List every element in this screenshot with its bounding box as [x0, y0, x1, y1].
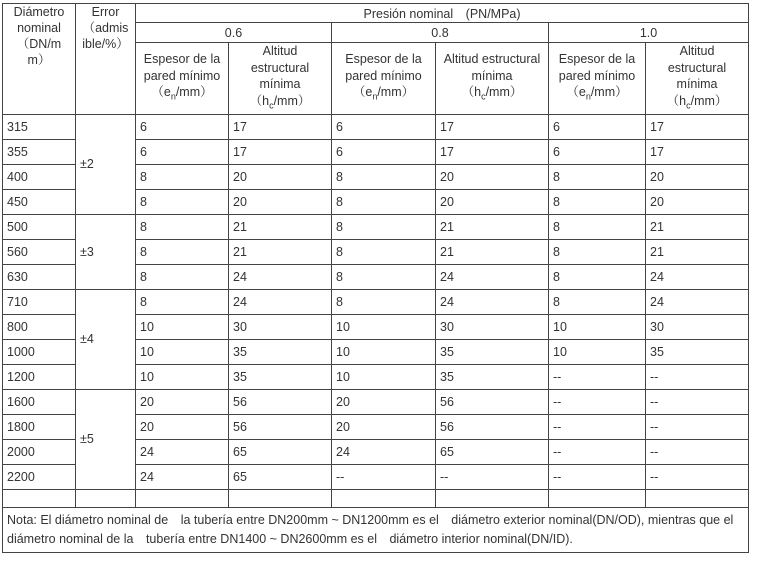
value-cell: 8 — [136, 164, 229, 189]
value-cell: 8 — [332, 214, 436, 239]
nominal-diameter-cell: 500 — [3, 214, 76, 239]
value-cell: 10 — [332, 364, 436, 389]
error-cell: ±5 — [76, 389, 136, 489]
value-cell: 24 — [436, 289, 549, 314]
value-cell: 8 — [332, 264, 436, 289]
value-cell: 20 — [332, 389, 436, 414]
table-note: Nota: El diámetro nominal de la tubería entre DN200mm ~ DN1200mm es el diámetro exterior nominal(DN/OD), mientras que el diámetro nominal de la tubería entre DN1400 ~ DN2600mm es el diámetro interior nominal(DN/ID). — [3, 507, 749, 552]
value-cell: 10 — [549, 314, 646, 339]
value-cell: 17 — [229, 114, 332, 139]
value-cell: 20 — [646, 164, 749, 189]
value-cell: 10 — [332, 339, 436, 364]
error-cell: ±4 — [76, 289, 136, 389]
value-cell: 8 — [549, 164, 646, 189]
value-cell: 24 — [646, 289, 749, 314]
value-cell: 24 — [436, 264, 549, 289]
value-cell: 20 — [229, 164, 332, 189]
value-cell: 24 — [646, 264, 749, 289]
table-body — [3, 114, 749, 489]
value-cell: 30 — [646, 314, 749, 339]
value-cell: 20 — [229, 189, 332, 214]
value-cell: 6 — [549, 139, 646, 164]
value-cell: 21 — [229, 214, 332, 239]
value-cell: 17 — [646, 139, 749, 164]
value-cell: 65 — [436, 439, 549, 464]
value-cell: 21 — [229, 239, 332, 264]
value-cell: 21 — [646, 239, 749, 264]
value-cell: 8 — [332, 289, 436, 314]
nominal-diameter-cell: 400 — [3, 164, 76, 189]
value-cell: 20 — [136, 389, 229, 414]
value-cell: 6 — [332, 139, 436, 164]
value-cell: 35 — [229, 339, 332, 364]
value-cell: 6 — [549, 114, 646, 139]
value-cell: 10 — [136, 339, 229, 364]
value-cell: -- — [549, 364, 646, 389]
nominal-diameter-cell: 2000 — [3, 439, 76, 464]
table-row — [3, 214, 749, 239]
value-cell: 65 — [229, 439, 332, 464]
value-cell: 56 — [436, 414, 549, 439]
value-cell: -- — [646, 439, 749, 464]
value-cell: 8 — [549, 214, 646, 239]
value-cell: -- — [549, 389, 646, 414]
nominal-diameter-cell: 800 — [3, 314, 76, 339]
value-cell: 24 — [136, 464, 229, 489]
header-pressure-0-6: 0.6 — [136, 23, 332, 43]
table-row — [3, 389, 749, 414]
header-pressure-1-0: 1.0 — [549, 23, 749, 43]
header-structural-height-0-8: Altitud estructural mínima $(h_c/mm)$ — [436, 43, 549, 115]
value-cell: -- — [549, 439, 646, 464]
value-cell: -- — [332, 464, 436, 489]
value-cell: 8 — [549, 239, 646, 264]
nominal-diameter-cell: 1200 — [3, 364, 76, 389]
nominal-diameter-cell: 450 — [3, 189, 76, 214]
value-cell: -- — [549, 464, 646, 489]
value-cell: 8 — [332, 189, 436, 214]
header-wall-thickness-1-0: Espesor de la pared mínimo $(e_n/mm)$ — [549, 43, 646, 115]
header-wall-thickness-0-8: Espesor de la pared mínimo $(e_n/mm)$ — [332, 43, 436, 115]
value-cell: 30 — [229, 314, 332, 339]
value-cell: 21 — [646, 214, 749, 239]
nominal-diameter-cell: 710 — [3, 289, 76, 314]
value-cell: 17 — [229, 139, 332, 164]
table-row — [3, 114, 749, 139]
specification-table — [2, 3, 749, 553]
value-cell: 8 — [136, 189, 229, 214]
nominal-diameter-cell: 2200 — [3, 464, 76, 489]
value-cell: 17 — [436, 139, 549, 164]
value-cell: -- — [436, 464, 549, 489]
value-cell: 10 — [136, 364, 229, 389]
value-cell: 17 — [436, 114, 549, 139]
value-cell: 20 — [436, 164, 549, 189]
value-cell: 17 — [646, 114, 749, 139]
nominal-diameter-cell: 1000 — [3, 339, 76, 364]
blank-row — [3, 489, 749, 507]
value-cell: 8 — [549, 264, 646, 289]
value-cell: 10 — [332, 314, 436, 339]
value-cell: 8 — [136, 289, 229, 314]
value-cell: 8 — [332, 239, 436, 264]
value-cell: 21 — [436, 214, 549, 239]
header-error: Error （admis ible/%） — [76, 4, 136, 115]
nominal-diameter-cell: 1800 — [3, 414, 76, 439]
value-cell: 35 — [646, 339, 749, 364]
value-cell: 30 — [436, 314, 549, 339]
value-cell: 8 — [136, 239, 229, 264]
value-cell: 20 — [436, 189, 549, 214]
header-pressure-0-8: 0.8 — [332, 23, 549, 43]
header-nominal-pressure: Presión nominal (PN/MPa) — [136, 4, 749, 23]
value-cell: -- — [646, 364, 749, 389]
value-cell: 6 — [136, 139, 229, 164]
value-cell: 6 — [136, 114, 229, 139]
value-cell: 8 — [549, 189, 646, 214]
error-cell: ±2 — [76, 114, 136, 214]
value-cell: 24 — [229, 264, 332, 289]
table-row — [3, 289, 749, 314]
value-cell: 6 — [332, 114, 436, 139]
value-cell: 65 — [229, 464, 332, 489]
value-cell: 20 — [332, 414, 436, 439]
value-cell: 35 — [229, 364, 332, 389]
value-cell: 56 — [436, 389, 549, 414]
value-cell: 10 — [136, 314, 229, 339]
value-cell: 10 — [549, 339, 646, 364]
value-cell: -- — [646, 414, 749, 439]
value-cell: 56 — [229, 389, 332, 414]
header-structural-height-1-0: Altitud estructural mínima $(h_c/mm)$ — [646, 43, 749, 115]
value-cell: 20 — [646, 189, 749, 214]
value-cell: 8 — [136, 264, 229, 289]
value-cell: 21 — [436, 239, 549, 264]
nominal-diameter-cell: 1600 — [3, 389, 76, 414]
error-cell: ±3 — [76, 214, 136, 289]
nominal-diameter-cell: 630 — [3, 264, 76, 289]
value-cell: 24 — [332, 439, 436, 464]
value-cell: 35 — [436, 364, 549, 389]
value-cell: 8 — [332, 164, 436, 189]
value-cell: 8 — [549, 289, 646, 314]
header-wall-thickness-0-6: Espesor de la pared mínimo $(e_n/mm)$ — [136, 43, 229, 115]
nominal-diameter-cell: 315 — [3, 114, 76, 139]
value-cell: -- — [646, 389, 749, 414]
value-cell: 20 — [136, 414, 229, 439]
value-cell: 8 — [136, 214, 229, 239]
header-nominal-diameter: Diámetro nominal （DN/m m） — [3, 4, 76, 115]
nominal-diameter-cell: 560 — [3, 239, 76, 264]
value-cell: 56 — [229, 414, 332, 439]
value-cell: 24 — [136, 439, 229, 464]
value-cell: -- — [549, 414, 646, 439]
value-cell: -- — [646, 464, 749, 489]
value-cell: 24 — [229, 289, 332, 314]
value-cell: 35 — [436, 339, 549, 364]
nominal-diameter-cell: 355 — [3, 139, 76, 164]
header-structural-height-0-6: Altitud estructural mínima $(h_c/mm)$ — [229, 43, 332, 115]
